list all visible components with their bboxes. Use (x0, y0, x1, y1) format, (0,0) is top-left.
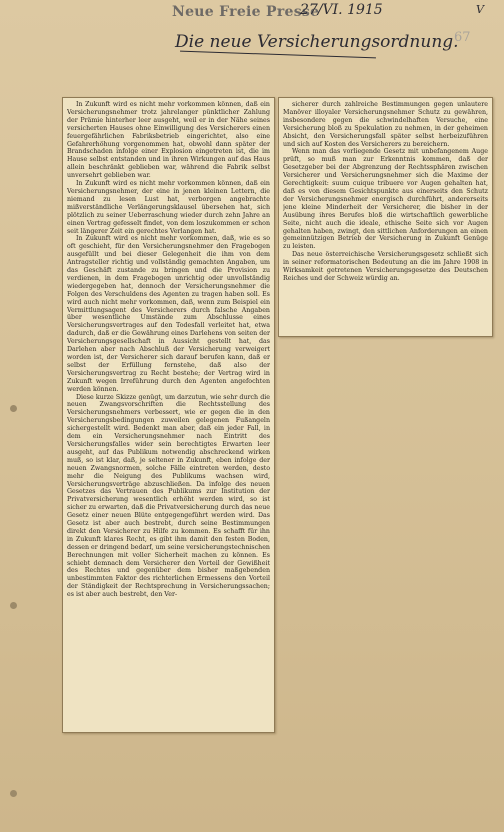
punch-hole (10, 405, 17, 412)
paragraph: Wenn man das vorliegende Gesetz mit unbefangenem Auge prüft, so muß man zur Erkenntnis kommen, daß der Gesetzgeber bei der Abgrenzung der Rechtssphären zwischen Versicherer und Versicherungsnehmer sich die Maxime der Gerechtigkeit: suum cuique tribuere vor Augen gehalten hat, daß es von diesem Gesichtspunkte aus einerseits den Schutz der Versicherungsnehmer energisch durchführt, andererseits jene kleine Minderheit der Versicherer, die bisher in der Ausübung ihres Berufes bloß die wirtschaftlich gewerbliche Seite, nicht auch die ideale, ethische Seite sich vor Augen gehalten haben, zwingt, den sittlichen Anforderungen an einen gemeinnützigen Betrieb der Versicherung in Zukunft Genüge zu leisten. (283, 148, 488, 251)
handwritten-title: Die neue Versicherungsordnung. (175, 32, 459, 52)
clipping-right-column (278, 97, 493, 337)
pencil-number: 67 (454, 30, 471, 45)
right-column-text (283, 101, 488, 334)
paragraph: Diese kurze Skizze genügt, um darzutun, wie sehr durch die neuen Zwangsvorschriften die Rechtsstellung des Versicherungsnehmers verbessert, wie er gegen die in den Versicherungsbedingungen zuweilen gelegenen Fußangeln sichergestellt wird. Bedenkt man aber, daß ein jeder Fall, in dem ein Versicherungsnehmer nach Eintritt des Versicherungsfalles wider sein berechtigtes Erwarten leer ausgeht, auf das Publikum notwendig abschreckend wirken muß, so ist klar, daß, je seltener in Zukunft, eben infolge der neuen Zwangsnormen, solche Fälle eintreten werden, desto mehr die Neigung des Publikums wachsen wird, Versicherungsverträge abzuschließen. Da infolge des neuen Gesetzes das Vertrauen des Publikums zur Institution der Privatversicherung wesentlich erhöht werden wird, so ist sicher zu erwarten, daß die Privatversicherung durch das neue Gesetz einer neuen Blüte entgegengeführt werden wird. Das Gesetz ist aber auch bestrebt, durch seine Bestimmungen direkt den Versicherer zu Hilfe zu kommen. Es schafft für ihn in Zukunft klares Recht, es gibt ihm damit den festen Boden, dessen er dringend bedarf, um seine versicherungstechnischen Berechnungen mit voller Sicherheit machen zu können. Es schiebt demnach dem Versicherer den Vorteil der Gewißheit des Rechtes und gegenüber dem bisher maßgebenden unbestimmten Faktor des richterlichen Ermessens den Vorteil der Ständigkeit der Rechtsprechung in Versicherungssachen; es ist aber auch bestrebt, den Ver- (67, 393, 270, 599)
handwritten-date: 27/VI. 1915 (300, 2, 383, 18)
clipping-left-column (62, 97, 275, 733)
corner-number: V (476, 3, 484, 16)
paragraph: In Zukunft wird es nicht mehr vorkommen können, daß ein Versicherungsnehmer trotz jahrelanger pünktlicher Zahlung der Prämie hinterher leer ausgeht, weil er in der Nähe seines versicherten Hauses ohne Einwilligung des Versicherers einen feuergefährlichen Fabriksbetrieb eingerichtet, also eine Gefahrerhöhung vorgenommen hat, obwohl dann später der Brandschaden infolge einer Explosion eingetreten ist, die im Hause selbst entstanden und in ihren Wirkungen auf das Haus allein beschränkt geblieben war, während die Fabrik selbst unversehrt geblieben war. (67, 101, 270, 180)
punch-hole (10, 602, 17, 609)
paragraph: sicherer durch zahlreiche Bestimmungen gegen unlautere Manöver illoyaler Versicherungsnehmer Schutz zu gewähren, insbesondere gegen die schwindelhaften Versuche, eine Versicherung bloß zu Spekulation zu nehmen, in der geheimen Absicht, den Versicherungsfall später selbst herbeizuführen und sich auf Kosten des Versicherers zu bereichern. (283, 101, 488, 148)
paragraph: In Zukunft wird es nicht mehr vorkommen, daß, wie es so oft geschieht, für den Versicherungsnehmer den Fragebogen ausgefüllt und bei dieser Gelegenheit die ihm von dem Antragsteller richtig und vollständig gemachten Angaben, um das Geschäft zustande zu bringen und die Provision zu verdienen, in dem Fragebogen unrichtig oder unvollständig wiedergegeben hat, dennoch der Versicherungsnehmer die Folgen des Verschuldens des Agenten zu tragen haben soll. Es wird auch nicht mehr vorkommen, daß, wenn zum Beispiel ein Vermittlungsagent des Versicherers durch falsche Angaben über wesentliche Umstände zum Abschlusse eines Versicherungsvertrages auf den Todesfall verleitet hat, etwa dadurch, daß er die Gewährung eines Darlehens von seiten der Versicherungsgesellschaft in Aussicht gestellt hat, das Darlehen aber nach Abschluß der Versicherung verweigert worden ist, der Versicherer sich darauf berufen kann, daß er selbst der Erfüllung fernstehe, daß also der Versicherungsvertrag zu Recht bestehe; der Vertrag wird in Zukunft wegen Irreführung durch den Agenten angefochten werden können. (67, 235, 270, 393)
left-column-text (67, 101, 270, 730)
paragraph: In Zukunft wird es nicht mehr vorkommen können, daß ein Versicherungsnehmer, der eine in jenen kleinen Lettern, die niemand zu lesen Lust hat, verborgen angebrachte mißverständliche Verlängerungsklausel übersehen hat, sich plötzlich zu seiner Ueberraschung wieder durch zehn Jahre an einen Vertrag gefesselt findet, von dem loszukommen er schon seit längerer Zeit ein gerechtes Verlangen hat. (67, 180, 270, 235)
paragraph: Das neue österreichische Versicherungsgesetz schließt sich in seiner reformatorischen Bedeutung an die im Jahre 1908 in Wirksamkeit getretenen Versicherungsgesetze des Deutschen Reiches und der Schweiz würdig an. (283, 251, 488, 282)
punch-hole (10, 790, 17, 797)
newspaper-masthead: Neue Freie Presse (172, 4, 320, 20)
